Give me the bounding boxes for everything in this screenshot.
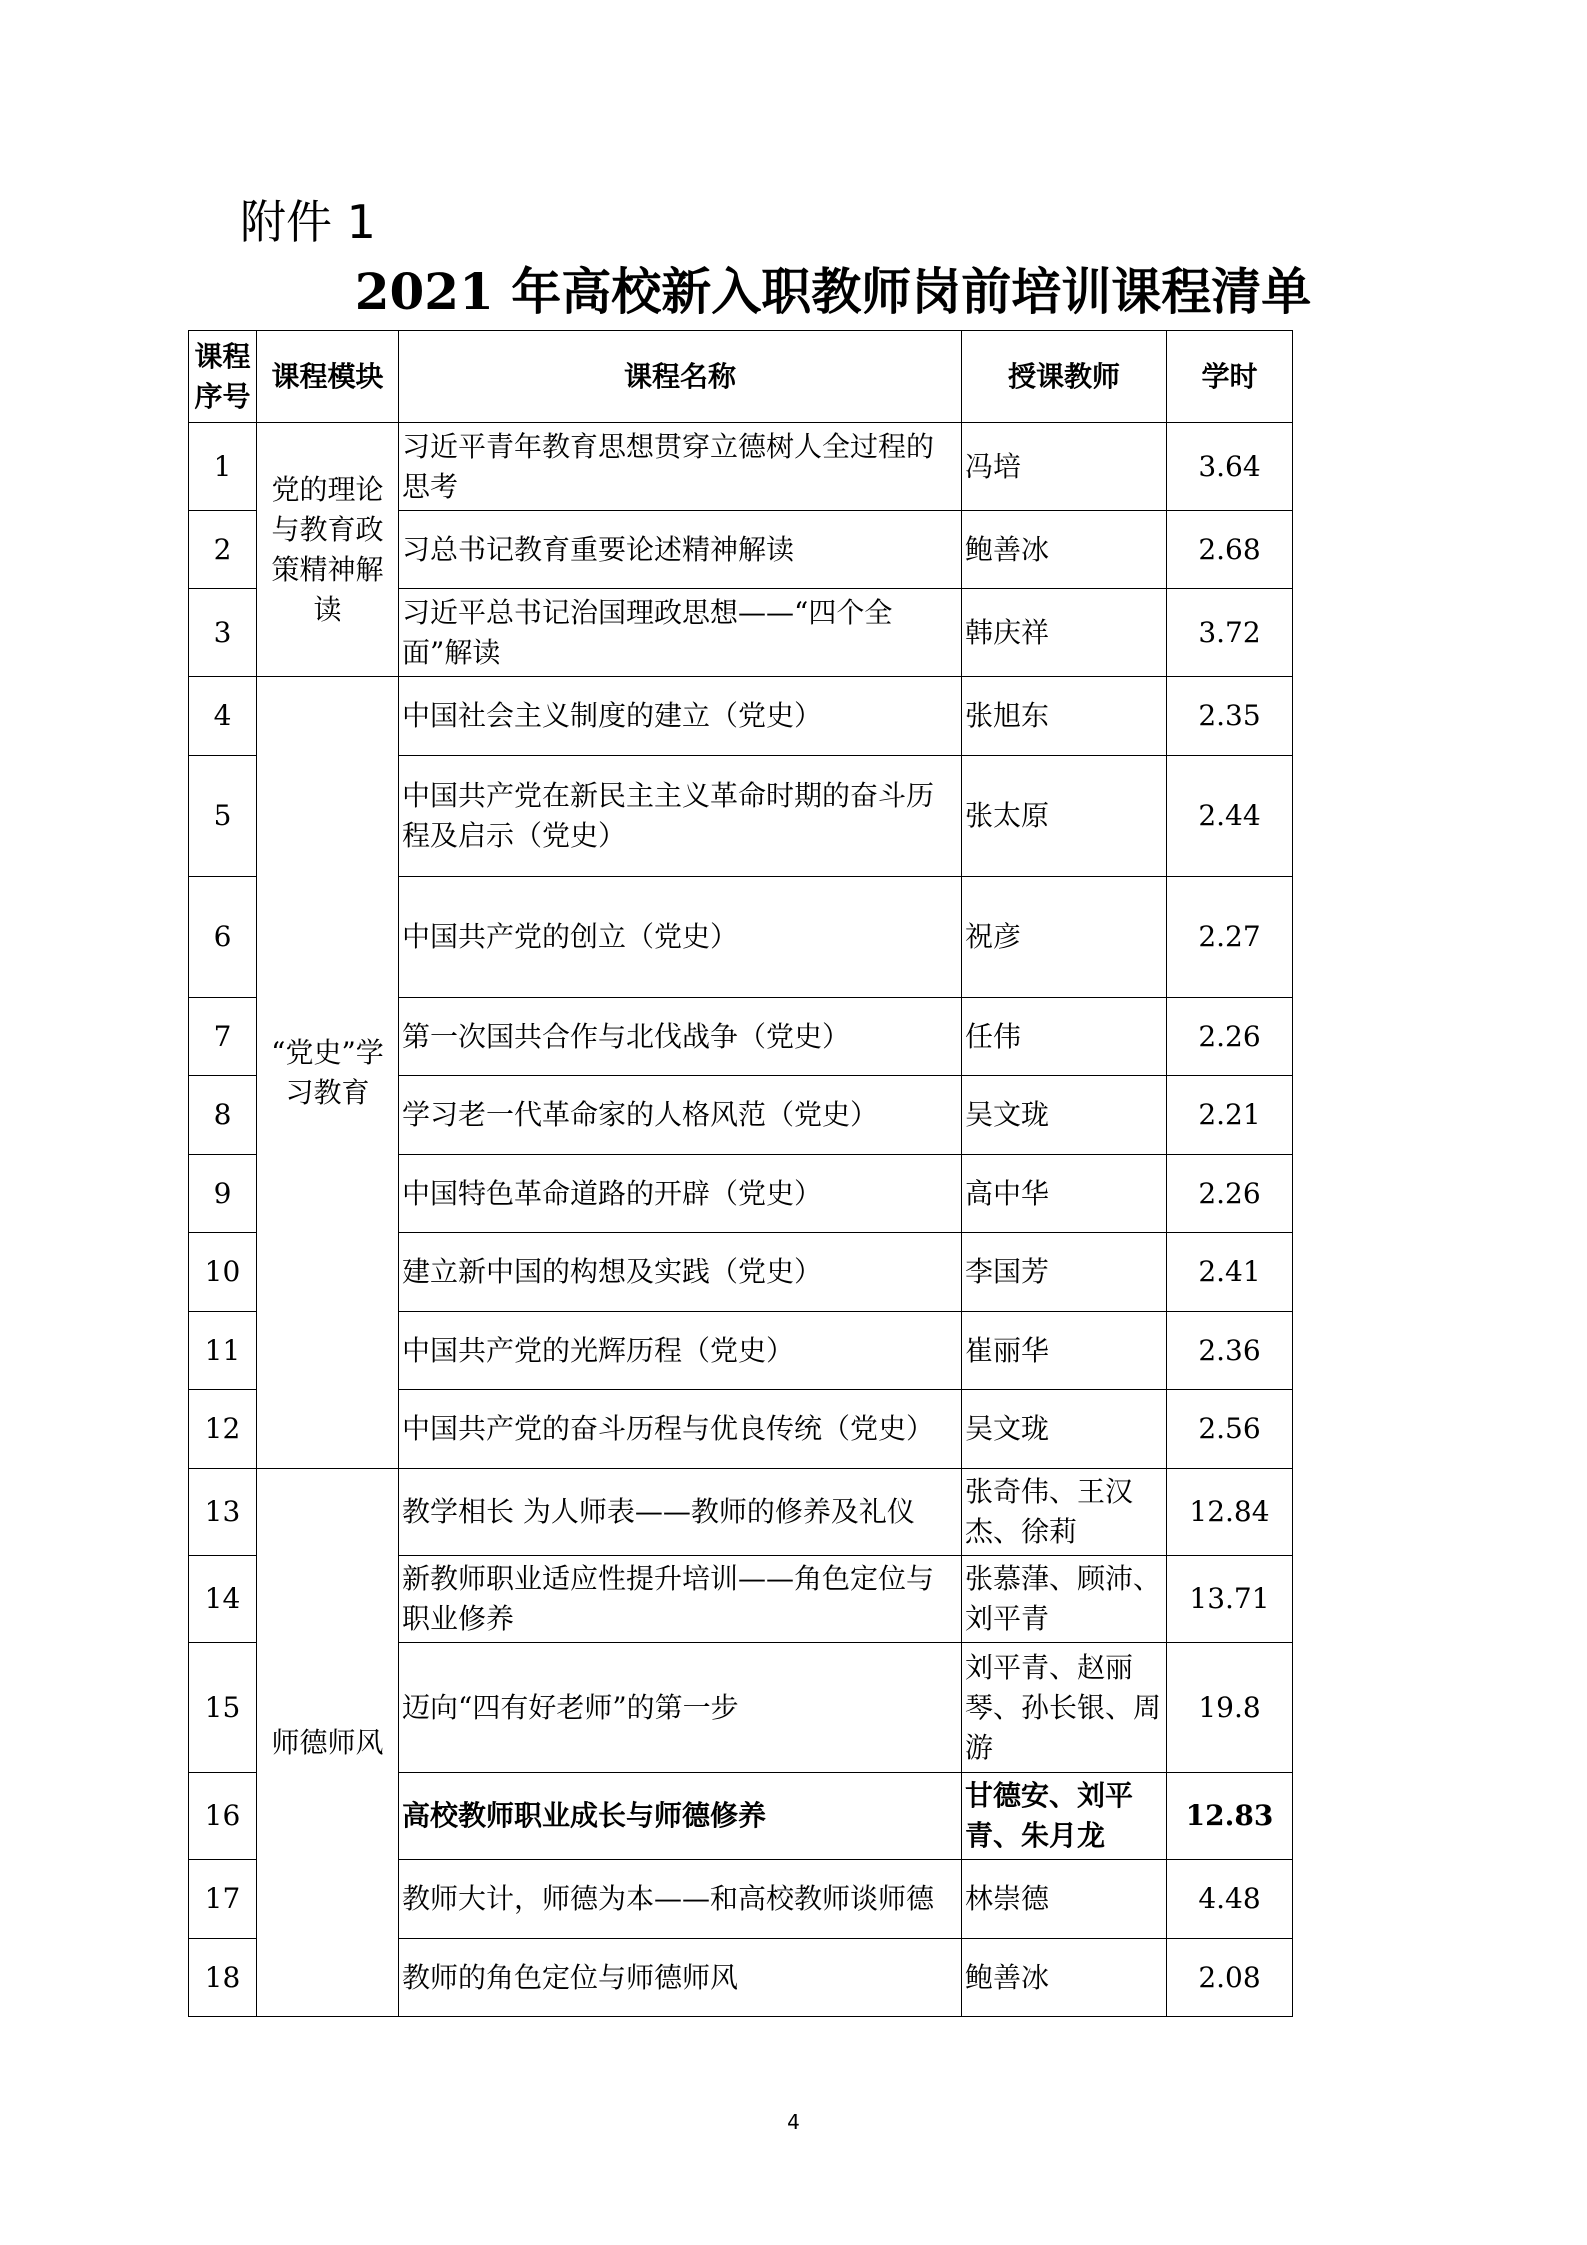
course-name: 迈向“四有好老师”的第一步 <box>399 1643 962 1773</box>
course-name: 习近平总书记治国理政思想——“四个全面”解读 <box>399 589 962 677</box>
course-teacher: 张奇伟、王汉杰、徐莉 <box>962 1469 1167 1556</box>
table-row <box>189 423 1293 511</box>
course-hours: 12.83 <box>1167 1773 1293 1860</box>
course-teacher: 祝彦 <box>962 877 1167 998</box>
course-teacher: 崔丽华 <box>962 1312 1167 1390</box>
course-name: 教师的角色定位与师德师风 <box>399 1939 962 2017</box>
course-no: 12 <box>189 1390 257 1469</box>
course-no: 5 <box>189 756 257 877</box>
course-no: 17 <box>189 1860 257 1939</box>
module-cell: “党史”学习教育 <box>257 677 399 1469</box>
course-hours: 2.21 <box>1167 1076 1293 1155</box>
course-no: 13 <box>189 1469 257 1556</box>
header-teacher: 授课教师 <box>962 331 1167 423</box>
course-hours: 12.84 <box>1167 1469 1293 1556</box>
module-cell: 党的理论与教育政策精神解读 <box>257 423 399 677</box>
course-name: 中国特色革命道路的开辟（党史） <box>399 1155 962 1233</box>
course-hours: 19.8 <box>1167 1643 1293 1773</box>
table-row <box>189 677 1293 756</box>
course-name: 教师大计，师德为本——和高校教师谈师德 <box>399 1860 962 1939</box>
course-teacher: 鲍善冰 <box>962 511 1167 589</box>
course-teacher: 任伟 <box>962 998 1167 1076</box>
course-hours: 2.68 <box>1167 511 1293 589</box>
course-teacher: 李国芳 <box>962 1233 1167 1312</box>
course-hours: 2.08 <box>1167 1939 1293 2017</box>
course-hours: 2.35 <box>1167 677 1293 756</box>
course-teacher: 鲍善冰 <box>962 1939 1167 2017</box>
course-name: 第一次国共合作与北伐战争（党史） <box>399 998 962 1076</box>
course-name: 中国共产党的光辉历程（党史） <box>399 1312 962 1390</box>
header-course-name: 课程名称 <box>399 331 962 423</box>
course-name: 习总书记教育重要论述精神解读 <box>399 511 962 589</box>
course-no: 6 <box>189 877 257 998</box>
course-hours: 2.26 <box>1167 1155 1293 1233</box>
course-hours: 4.48 <box>1167 1860 1293 1939</box>
course-table <box>188 330 1293 2017</box>
course-hours: 2.26 <box>1167 998 1293 1076</box>
course-teacher: 甘德安、刘平青、朱月龙 <box>962 1773 1167 1860</box>
header-hours: 学时 <box>1167 331 1293 423</box>
table-header-row <box>189 331 1293 423</box>
page-number: 4 <box>787 2110 800 2134</box>
course-teacher: 高中华 <box>962 1155 1167 1233</box>
course-no: 11 <box>189 1312 257 1390</box>
course-name: 中国社会主义制度的建立（党史） <box>399 677 962 756</box>
course-hours: 2.36 <box>1167 1312 1293 1390</box>
course-no: 15 <box>189 1643 257 1773</box>
course-name: 中国共产党的创立（党史） <box>399 877 962 998</box>
course-no: 7 <box>189 998 257 1076</box>
course-teacher: 张太原 <box>962 756 1167 877</box>
course-name: 中国共产党的奋斗历程与优良传统（党史） <box>399 1390 962 1469</box>
course-name: 教学相长 为人师表——教师的修养及礼仪 <box>399 1469 962 1556</box>
course-name: 习近平青年教育思想贯穿立德树人全过程的思考 <box>399 423 962 511</box>
course-hours: 2.44 <box>1167 756 1293 877</box>
course-teacher: 吴文珑 <box>962 1076 1167 1155</box>
course-hours: 2.41 <box>1167 1233 1293 1312</box>
course-no: 8 <box>189 1076 257 1155</box>
module-cell: 师德师风 <box>257 1469 399 2017</box>
course-hours: 13.71 <box>1167 1556 1293 1643</box>
course-teacher: 张旭东 <box>962 677 1167 756</box>
header-course-module: 课程模块 <box>257 331 399 423</box>
course-name: 中国共产党在新民主主义革命时期的奋斗历程及启示（党史） <box>399 756 962 877</box>
course-hours: 2.27 <box>1167 877 1293 998</box>
course-teacher: 吴文珑 <box>962 1390 1167 1469</box>
course-no: 10 <box>189 1233 257 1312</box>
course-no: 4 <box>189 677 257 756</box>
course-teacher: 刘平青、赵丽琴、孙长银、周游 <box>962 1643 1167 1773</box>
course-hours: 2.56 <box>1167 1390 1293 1469</box>
course-no: 1 <box>189 423 257 511</box>
course-teacher: 林崇德 <box>962 1860 1167 1939</box>
course-name: 建立新中国的构想及实践（党史） <box>399 1233 962 1312</box>
course-hours: 3.72 <box>1167 589 1293 677</box>
course-hours: 3.64 <box>1167 423 1293 511</box>
course-teacher: 张慕葏、顾沛、刘平青 <box>962 1556 1167 1643</box>
course-no: 14 <box>189 1556 257 1643</box>
course-teacher: 冯培 <box>962 423 1167 511</box>
course-name: 学习老一代革命家的人格风范（党史） <box>399 1076 962 1155</box>
course-teacher: 韩庆祥 <box>962 589 1167 677</box>
header-course-no: 课程序号 <box>189 331 257 423</box>
course-no: 16 <box>189 1773 257 1860</box>
course-name: 新教师职业适应性提升培训——角色定位与职业修养 <box>399 1556 962 1643</box>
course-no: 18 <box>189 1939 257 2017</box>
course-no: 3 <box>189 589 257 677</box>
course-no: 9 <box>189 1155 257 1233</box>
course-name: 高校教师职业成长与师德修养 <box>399 1773 962 1860</box>
course-no: 2 <box>189 511 257 589</box>
document-title: 2021 年高校新入职教师岗前培训课程清单 <box>354 262 1312 321</box>
table-row <box>189 1469 1293 1556</box>
attachment-label: 附件 1 <box>240 195 376 249</box>
